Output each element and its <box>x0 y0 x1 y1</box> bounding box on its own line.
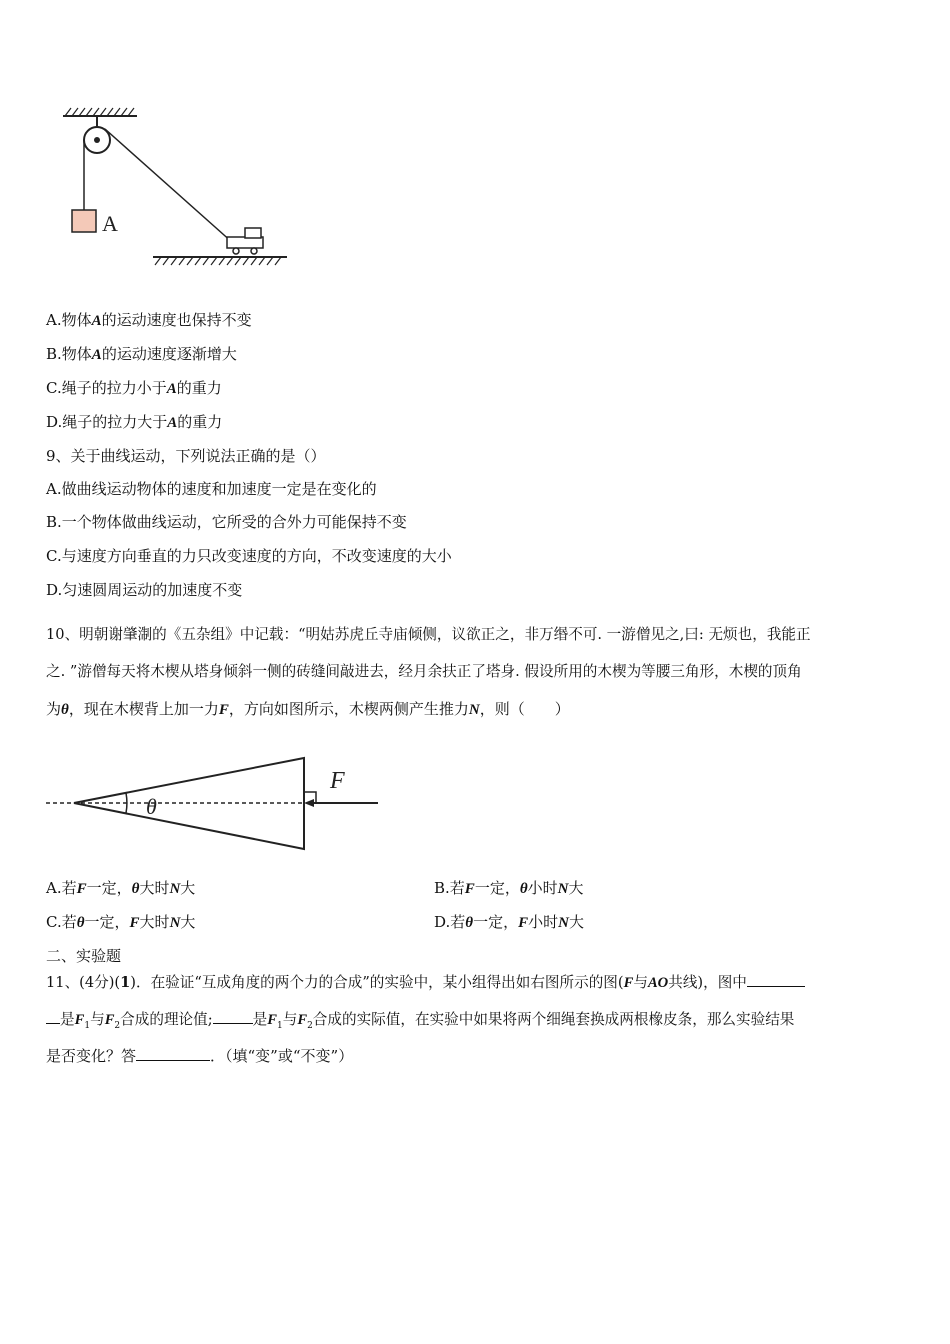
q11-line3: 是否变化？答 ．（填“变”或“不变”） <box>46 1047 354 1065</box>
q10-option-d: D.若θ一定，F小时N大 <box>434 913 584 931</box>
q10-stem-line3: 为θ，现在木楔背上加一力F，方向如图所示，木楔两侧产生推力N，则（ ） <box>46 700 570 718</box>
q9-option-b: B.一个物体做曲线运动，它所受的合外力可能保持不变 <box>46 513 407 531</box>
block-a <box>72 210 96 232</box>
q9-option-a: A.做曲线运动物体的速度和加速度一定是在变化的 <box>46 480 377 498</box>
q10-option-a: A.若F一定，θ大时N大 <box>46 879 196 897</box>
wedge-figure <box>44 750 384 855</box>
block-a-label: A <box>102 211 118 236</box>
q8-option-a: A.物体A的运动速度也保持不变 <box>46 311 252 329</box>
q11-line2: 是$F_1$与$F_2$合成的理论值; 是$F_1$与$F_2$合成的实际值，在实验中如果将两个细绳套换成两根橡皮条，那么实验结果 <box>46 1009 794 1036</box>
q10-option-b: B.若F一定，θ小时N大 <box>434 879 584 897</box>
angle-label: θ <box>146 794 157 819</box>
q8-option-b: B.物体A的运动速度逐渐增大 <box>46 345 237 363</box>
q8-option-d: D.绳子的拉力大于A的重力 <box>46 413 223 431</box>
q10-stem-line1: 10、明朝谢肇淛的《五杂组》中记载：“明姑苏虎丘寺庙倾侧，议欲正之，非万缗不可. 一游僧见之,曰: 无烦也，我能正 <box>46 626 811 643</box>
q9-stem: 9、关于曲线运动，下列说法正确的是（） <box>46 447 326 465</box>
section-title: 二、实验题 <box>46 947 122 965</box>
force-label: F <box>330 768 345 794</box>
q10-option-c: C.若θ一定，F大时N大 <box>46 913 196 931</box>
q10-stem-line2: 之. ”游僧每天将木楔从塔身倾斜一侧的砖缝间敲进去，经月余扶正了塔身. 假设所用的木楔为等腰三角形，木楔的顶角 <box>46 663 802 680</box>
q9-option-d: D.匀速圆周运动的加速度不变 <box>46 581 243 599</box>
q11-line1: 11、(4分)(1)．在验证“互成角度的两个力的合成”的实验中，某小组得出如右图所示的图(F与AO共线)，图中 <box>46 972 805 993</box>
q9-option-c: C.与速度方向垂直的力只改变速度的方向，不改变速度的大小 <box>46 547 452 565</box>
q8-option-c: C.绳子的拉力小于A的重力 <box>46 379 222 397</box>
pulley-cart-figure <box>55 100 295 275</box>
